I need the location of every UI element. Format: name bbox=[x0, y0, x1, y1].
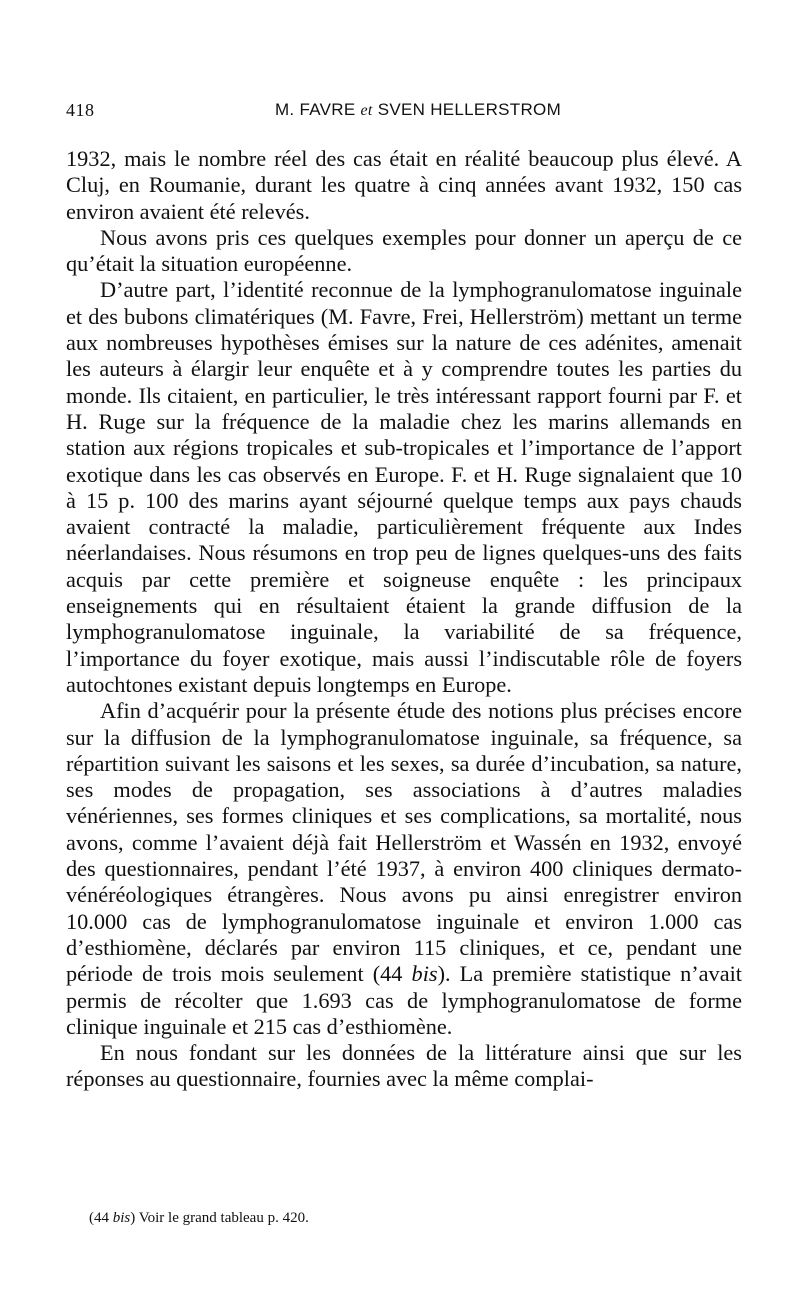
paragraph-text-after-ref: ). La première statistique n’avait permis de récolter que 1.693 cas de lymphogranulomatose de forme clinique inguinale et 215 cas d’esthiomène. bbox=[66, 961, 742, 1039]
paragraph-continuation: 1932, mais le nombre réel des cas était en réalité beaucoup plus élevé. A Cluj, en Roumanie, durant les quatre à cinq années avant 1932, 150 cas environ avaient été relevés. bbox=[66, 146, 742, 224]
footnote bbox=[89, 1209, 729, 1227]
paragraph-european-situation: Nous avons pris ces quelques exemples pour donner un aperçu de ce qu’était la situation européenne. bbox=[66, 224, 742, 277]
footnote-ref-bis[interactable]: bis bbox=[411, 961, 438, 987]
paragraph-questionnaire-study bbox=[66, 698, 742, 1040]
page-number: 418 bbox=[66, 100, 95, 120]
paragraph-text-before-ref: Afin d’acquérir pour la présente étude des notions plus précises encore sur la diffusion de la lymphogranulomatose inguinale, sa fréquence, sa répartition suivant les saisons et les sexes, sa durée d’incubation, sa nature, ses modes de propagation, ses associations à d’autres maladies vénériennes, ses formes cliniques et ses complications, sa mortalité, nous avons, comme l’avaient déjà fait Hellerström et Wassén en 1932, envoyé des questionnaires, pendant l’été 1937, à environ 400 cliniques dermato-vénéréologiques étrangères. Nous avons pu ainsi enregistrer environ 10.000 cas de lymphogranulomatose inguinale et environ 1.000 cas d’esthiomène, déclarés par environ 115 cliniques, et ce, pendant une période de trois mois seulement ( bbox=[66, 698, 742, 987]
paragraph-literature-data: En nous fondant sur les données de la littérature ainsi que sur les réponses au questionnaire, fournies avec la même complai- bbox=[66, 1040, 742, 1092]
body-text bbox=[66, 146, 742, 1093]
author-conjunction: et bbox=[360, 102, 373, 119]
running-header bbox=[66, 100, 742, 130]
paragraph-identity-lymphogranulomatosis: D’autre part, l’identité reconnue de la lymphogranulomatose inguinale et des bubons climatériques (M. Favre, Frei, Hellerström) mettant un terme aux nombreuses hypothèses émises sur la nature de ces adénites, amenait les auteurs à élargir leur enquête et à y comprendre toutes les parties du monde. Ils citaient, en particulier, le très intéressant rapport fourni par F. et H. Ruge sur la fréquence de la maladie chez les marins allemands en station aux régions tropicales et sub-tropicales et l’importance de l’apport exotique dans les cas observés en Europe. F. et H. Ruge signalaient que 10 à 15 p. 100 des marins ayant séjourné quelque temps aux pays chauds avaient contracté la maladie, particulièrement fréquente aux Indes néerlandaises. Nous résumons en trop peu de lignes quelques-uns des faits acquis par cette première et soigneuse enquête : les principaux enseignements qui en résultaient étaient la grande diffusion de la lymphogranulomatose inguinale, la variabilité de sa fréquence, l’importance du foyer exotique, mais aussi l’indiscutable rôle de foyers autochtones existant depuis longtemps en Europe. bbox=[66, 277, 742, 697]
author-name-hellerstrom: SVEN HELLERSTROM bbox=[377, 100, 562, 119]
footnote-text: ) Voir le grand tableau p. 420. bbox=[130, 1210, 309, 1226]
footnote-bis: bis bbox=[112, 1210, 131, 1226]
running-head-authors bbox=[66, 100, 742, 120]
author-name-favre: M. FAVRE bbox=[274, 100, 356, 119]
footnote-open: (44 bbox=[89, 1210, 113, 1226]
footnote-ref-number[interactable]: 44 bbox=[380, 961, 412, 987]
